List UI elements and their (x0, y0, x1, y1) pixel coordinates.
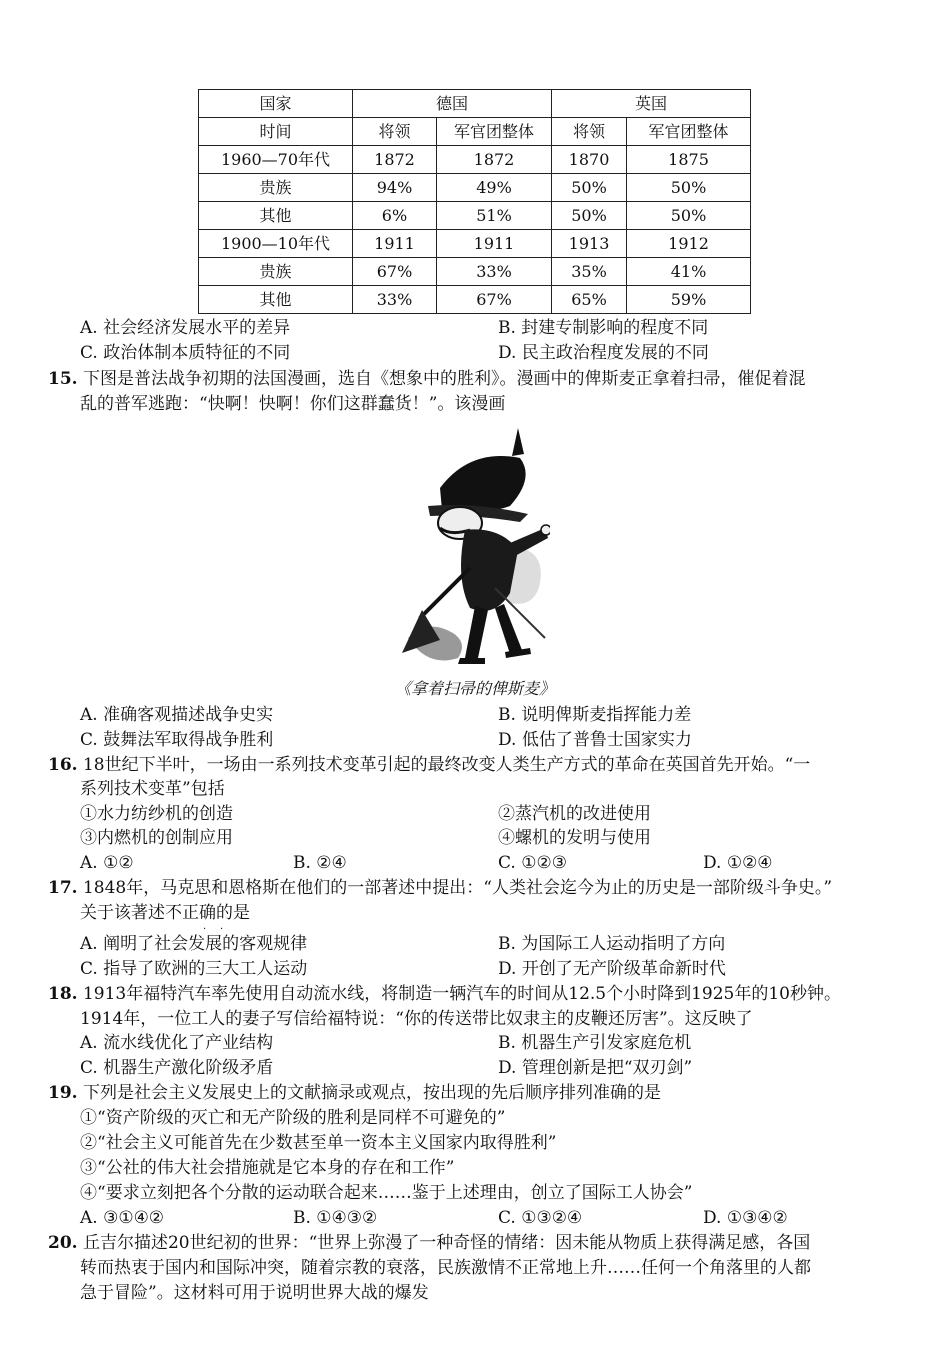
q20-stem-line2: 转而热衷于国内和国际冲突，随着宗教的衰落，民族激情不正常地上升……任何一个角落里的人都 (80, 1258, 811, 1278)
q17-stem-line1: 1848年，马克思和恩格斯在他们的一部著述中提出：“人类社会迄今为止的历史是一部阶级斗争史。” (82, 878, 833, 898)
table-cell: 1872 (353, 146, 437, 174)
table-cell: 59% (627, 286, 751, 314)
q19-item-4: ④“要求立刻把各个分散的运动联合起来……鉴于上述理由，创立了国际工人协会” (80, 1183, 693, 1203)
table-cell: 65% (552, 286, 627, 314)
q16-item-3: ③内燃机的创制应用 (80, 828, 233, 848)
table-cell: 49% (437, 174, 552, 202)
table-cell: 德国 (353, 90, 552, 118)
q16-item-2: ②蒸汽机的改进使用 (498, 804, 651, 824)
table-cell: 6% (353, 202, 437, 230)
table-row (199, 286, 751, 314)
question-number: 15. (48, 369, 78, 389)
q17-option-c[interactable]: C. 指导了欧洲的三大工人运动 (80, 959, 308, 979)
table-cell: 贵族 (199, 258, 353, 286)
table-cell: 其他 (199, 202, 353, 230)
table-cell: 50% (552, 202, 627, 230)
table-cell: 33% (353, 286, 437, 314)
table-cell: 41% (627, 258, 751, 286)
table-cell: 1870 (552, 146, 627, 174)
table-cell: 军官团整体 (627, 118, 751, 146)
q18-option-d[interactable]: D. 管理创新是把“双刃剑” (498, 1058, 693, 1078)
table-cell: 50% (627, 202, 751, 230)
table-cell: 50% (627, 174, 751, 202)
q18-option-a[interactable]: A. 流水线优化了产业结构 (80, 1033, 274, 1053)
table-cell: 1875 (627, 146, 751, 174)
question-number: 16. (48, 755, 78, 775)
q17-stem (48, 876, 832, 900)
q16-option-c[interactable]: C. ①②③ (498, 853, 567, 873)
question-number: 19. (48, 1083, 78, 1103)
q15-option-d[interactable]: D. 低估了普鲁士国家实力 (498, 730, 692, 750)
q19-stem (48, 1081, 661, 1105)
table-header-row (199, 118, 751, 146)
q14-option-b[interactable]: B. 封建专制影响的程度不同 (498, 318, 709, 338)
q17-option-a[interactable]: A. 阐明了社会发展的客观规律 (80, 934, 308, 954)
q19-option-b[interactable]: B. ①④③② (293, 1208, 378, 1228)
q19-option-c[interactable]: C. ①③②④ (498, 1208, 583, 1228)
q20-stem (48, 1231, 810, 1255)
q16-option-d[interactable]: D. ①②④ (703, 853, 773, 873)
q14-option-a[interactable]: A. 社会经济发展水平的差异 (80, 318, 291, 338)
table-cell: 67% (437, 286, 552, 314)
q14-option-d[interactable]: D. 民主政治程度发展的不同 (498, 343, 709, 363)
q15-stem (48, 367, 805, 391)
q16-stem (48, 753, 810, 777)
q16-item-4: ④螺机的发明与使用 (498, 828, 651, 848)
table-cell: 时间 (199, 118, 353, 146)
q18-stem-line2: 1914年，一位工人的妻子写信给福特说：“你的传送带比奴隶主的皮鞭还厉害”。这反映了 (80, 1009, 753, 1029)
q19-stem-line1: 下列是社会主义发展史上的文献摘录或观点，按出现的先后顺序排列准确的是 (82, 1083, 661, 1103)
q19-item-2: ②“社会主义可能首先在少数甚至单一资本主义国家内取得胜利” (80, 1133, 557, 1153)
table-cell: 将领 (552, 118, 627, 146)
q18-stem (48, 982, 841, 1006)
q15-option-b[interactable]: B. 说明俾斯麦指挥能力差 (498, 705, 692, 725)
q18-option-c[interactable]: C. 机器生产激化阶级矛盾 (80, 1058, 274, 1078)
table-row (199, 230, 751, 258)
q18-option-b[interactable]: B. 机器生产引发家庭危机 (498, 1033, 692, 1053)
table-cell: 1872 (437, 146, 552, 174)
question-number: 20. (48, 1233, 78, 1253)
q16-stem-line1: 18世纪下半叶，一场由一系列技术变革引起的最终改变人类生产方式的革命在英国首先开始。“一 (82, 755, 811, 775)
table-cell: 50% (552, 174, 627, 202)
q16-item-1: ①水力纺纱机的创造 (80, 804, 233, 824)
table-cell: 51% (437, 202, 552, 230)
question-number: 18. (48, 984, 78, 1004)
q15-stem-line2: 乱的普军逃跑：“快啊！快啊！你们这群蠢货！”。该漫画 (80, 394, 506, 414)
q19-option-d[interactable]: D. ①③④② (703, 1208, 788, 1228)
bismarck-broom-cartoon (400, 418, 550, 676)
q15-option-a[interactable]: A. 准确客观描述战争史实 (80, 705, 274, 725)
table-row (199, 202, 751, 230)
question-number: 17. (48, 878, 78, 898)
table-cell: 国家 (199, 90, 353, 118)
officer-composition-table (198, 89, 751, 314)
q19-item-3: ③“公社的伟大社会措施就是它本身的存在和工作” (80, 1158, 455, 1178)
table-cell: 其他 (199, 286, 353, 314)
q14-option-c[interactable]: C. 政治体制本质特征的不同 (80, 343, 291, 363)
table-cell: 将领 (353, 118, 437, 146)
table-cell: 英国 (552, 90, 751, 118)
q18-stem-line1: 1913年福特汽车率先使用自动流水线，将制造一辆汽车的时间从12.5个小时降到1925年的10秒钟。 (82, 984, 841, 1004)
q20-stem-line1: 丘吉尔描述20世纪初的世界：“世界上弥漫了一种奇怪的情绪：因未能从物质上获得满足感，各国 (82, 1233, 811, 1253)
table-cell: 94% (353, 174, 437, 202)
table-cell: 1911 (353, 230, 437, 258)
q15-option-c[interactable]: C. 鼓舞法军取得战争胜利 (80, 730, 274, 750)
emphasis-dot: · (220, 924, 224, 935)
table-cell: 1911 (437, 230, 552, 258)
table-cell: 67% (353, 258, 437, 286)
q17-option-b[interactable]: B. 为国际工人运动指明了方向 (498, 934, 726, 954)
table-cell: 1913 (552, 230, 627, 258)
table-cell: 1912 (627, 230, 751, 258)
q16-option-b[interactable]: B. ②④ (293, 853, 347, 873)
emphasis-dot: · (203, 924, 207, 935)
table-cell: 33% (437, 258, 552, 286)
q16-stem-line2: 系列技术变革”包括 (80, 779, 225, 799)
q17-option-d[interactable]: D. 开创了无产阶级革命新时代 (498, 959, 726, 979)
q16-option-a[interactable]: A. ①② (80, 853, 134, 873)
q19-option-a[interactable]: A. ③①④② (80, 1208, 165, 1228)
table-row (199, 174, 751, 202)
table-cell: 35% (552, 258, 627, 286)
table-header-row (199, 90, 751, 118)
table-cell: 军官团整体 (437, 118, 552, 146)
cartoon-caption: 《拿着扫帚的俾斯麦》 (394, 679, 555, 698)
q19-item-1: ①“资产阶级的灭亡和无产阶级的胜利是同样不可避免的” (80, 1108, 506, 1128)
table-row (199, 258, 751, 286)
table-cell: 贵族 (199, 174, 353, 202)
q17-stem-line2: 关于该著述不正确的是 (80, 903, 250, 923)
q20-stem-line3: 急于冒险”。这材料可用于说明世界大战的爆发 (80, 1283, 429, 1303)
q15-stem-line1: 下图是普法战争初期的法国漫画，选自《想象中的胜利》。漫画中的俾斯麦正拿着扫帚，催促着混 (82, 369, 806, 389)
table-cell: 1900—10年代 (199, 230, 353, 258)
table-row (199, 146, 751, 174)
table-cell: 1960—70年代 (199, 146, 353, 174)
